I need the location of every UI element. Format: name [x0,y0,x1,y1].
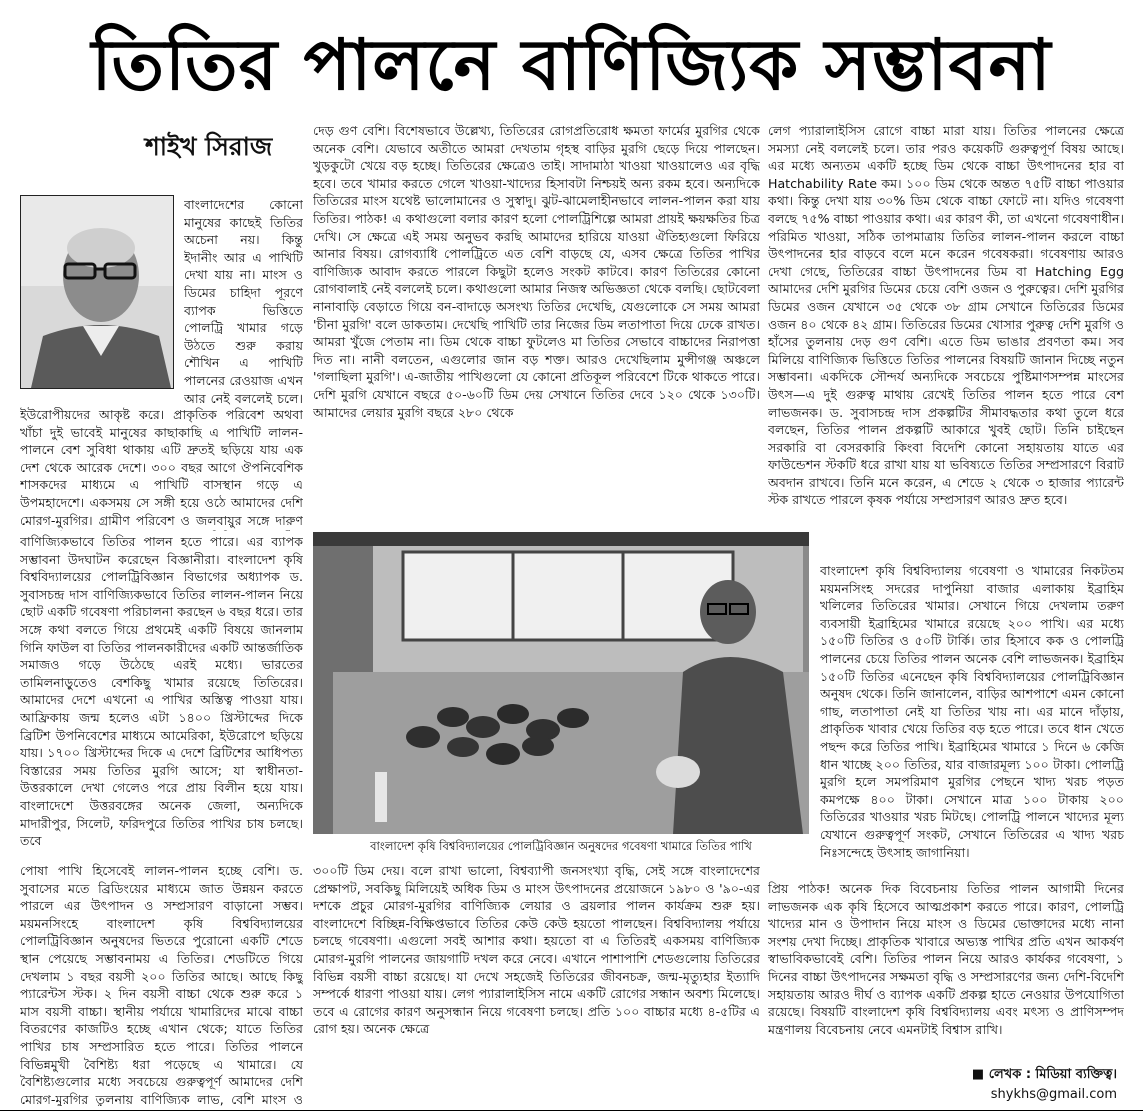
headline: তিতির পালনে বাণিজ্যিক সম্ভাবনা [91,24,1052,106]
article-text: পোষা পাখি হিসেবেই লালন-পালন হচ্ছে বেশি। ড. সুবাসের মতে ব্রিডিংয়ের মাধ্যমে জাত উন্নয়ন করতে পারলে এর উৎপাদন ও সম্প্রসারণ বাড়ানো সম্ভব। ময়মনসিংহে বাংলাদেশ কৃষি বিশ্ববিদ্যালয়ের পোলট্রিবিজ্ঞান অনুষদের ভিতরে পুরোনো একটি শেডে স্থান পেয়েছে সম্ভাবনাময় এ তিতির। শেডটিতে গিয়ে দেখলাম ১ বছর বয়সী ২০০ তিতির আছে। আছে কিছু প্যারেন্টস স্টক। ২ দিন বয়সী বাচ্চা থেকে শুরু করে ১ মাস বয়সী বাচ্চা। স্থানীয় পর্যায়ে খামারিদের মাঝে বাচ্চা বিতরণের কাজটিও হচ্ছে এখান থেকে; যাতে তিতির পাখির চাষ সম্প্রসারিত হতে পারে। তিতির পালনে বিভিন্নমুখী বৈশিষ্ট্য ধরা পড়েছে এ খামারে। যে বৈশিষ্ট্যগুলোর মধ্যে সবচেয়ে গুরুত্বপূর্ণ আমাদের দেশি মোরগ-মুরগির তুলনায় বাণিজ্যিক লাভ, বেশি মাংস ও [20,863,303,1106]
article-col1-wrap [184,196,303,406]
article-text: বাংলাদেশ কৃষি বিশ্ববিদ্যালয় গবেষণা ও খামারের নিকটতম ময়মনসিংহ সদরের দাপুনিয়া বাজার এলাকায় ইব্রাহিম খলিলের তিতিরের খামার। সেখানে গিয়ে দেখলাম তরুণ ব্যবসায়ী ইব্রাহিমের খামারে রয়েছে ২০০ পাখি। এর মধ্যে ১৫০টি তিতির ও ৫০টি টার্কি। তার হিসাবে কক ও পোলট্রি পালনের চেয়ে তিতির পালন অনেক বেশি লাভজনক। ইব্রাহিম ১৫০টি তিতির এনেছেন কৃষি বিশ্ববিদ্যালয়ের পোলট্রিবিজ্ঞান অনুষদ থেকে। তিনি জানালেন, বাড়ির আশপাশে এমন কোনো গাছ, লতাপাতা নেই যা তিতির খায় না। এর মানে দাঁড়ায়, প্রাকৃতিক খাবার খেয়ে তিতির বড় হতে পারে। তবে ধান খেতে পছন্দ করে তিতির পাখি। ইব্রাহিমের খামারে ১ দিনে ৬ কেজি ধান খাচ্ছে ২০০ তিতির, যার বাজারমূল্য ১০০ টাকা। পোলট্রি মুরগি হলে সমপরিমাণ মুরগির পেছনে খাদ্য খরচ পড়ত কমপক্ষে ৪০০ টাকা। সেখানে মাত্র ১০০ টাকায় ২০০ তিতিরের খাওয়ার খরচ মিটছে। পোলট্রি পালনে খাদ্যের মূল্য যেখানে গুরুত্বপূর্ণ সংকট, সেখানে তিতিরের এ খাদ্য খরচ নিঃসন্দেহে উৎসাহ জাগানিয়া। [820,563,1124,860]
article-text: প্রিয় পাঠক! অনেক দিক বিবেচনায় তিতির পালন আগামী দিনের লাভজনক এক কৃষি হিসেবে আত্মপ্রকাশ করতে পারে। কারণ, পোলট্রি খাদ্যের মান ও উপাদান নিয়ে মাংস ও ডিমের ভোক্তাদের মধ্যে নানা সংশয় দেখা দিচ্ছে। প্রাকৃতিক খাবারে অভ্যস্ত পাখির প্রতি এখন আকর্ষণ স্বাভাবিকভাবেই বেশি। তিতির পালন নিয়ে আরও কার্যকর গবেষণা, ১ দিনের বাচ্চা উৎপাদনের সক্ষমতা বৃদ্ধি ও সম্প্রসারণের জন্য দেশি-বিদেশি সহায়তায় আরও দীর্ঘ ও ব্যাপক একটি প্রকল্প হাতে নেওয়ার উপযোগিতা রয়েছে। বিষয়টি বাংলাদেশ কৃষি বিশ্ববিদ্যালয় এবং মৎস্য ও প্রাণিসম্পদ মন্ত্রণালয় বিবেচনায় নেবে এমনটাই বিশ্বাস রাখি। [768,881,1124,1037]
article-text: ইউরোপীয়দের আকৃষ্ট করে। প্রাকৃতিক পরিবেশ অথবা খাঁচা দুই ভাবেই মানুষের কাছাকাছি এ পাখিটি লালন-পালনে বেশ সুবিধা থাকায় এটি দ্রুতই ছড়িয়ে যায় এক দেশ থেকে আরেক দেশে। ৩০০ বছর আগে ঔপনিবেশিক শাসকদের মাধ্যমে এ পাখিটি বাসস্থান গড়ে এ উপমহাদেশে। একসময় সে সঙ্গী হয়ে ওঠে আমাদের দেশি মোরগ-মুরগির। গ্রামীণ পরিবেশ ও জলবায়ুর সঙ্গে দারুণ [20,407,303,528]
article-text: ৩০০টি ডিম দেয়। বলে রাখা ভালো, বিশ্বব্যাপী জনসংখ্যা বৃদ্ধি, সেই সঙ্গে বাংলাদেশের প্রেক্ষাপট, সবকিছু মিলিয়েই অধিক ডিম ও মাংস উৎপাদনের প্রয়োজনে ১৯৮০ ও '৯০-এর দশকে প্রচুর মোরগ-মুরগির বাণিজ্যিক লেয়ার ও ব্রয়লার পালন কার্যক্রম শুরু হয়। বাংলাদেশে বিচ্ছিন্ন-বিক্ষিপ্তভাবে তিতির কেউ কেউ হয়তো পালছেন। বিশ্ববিদ্যালয় পর্যায়ে চলছে গবেষণা। এগুলো সবই আশার কথা। হয়তো বা এ তিতিরই একসময় বাণিজ্যিক মোরগ-মুরগি পালনের জায়গাটি দখল করে নেবে। এখানে পাশাপাশি শেডগুলোয় তিতিরের বিভিন্ন বয়সী বাচ্চা রয়েছে। যা দেখে সহজেই তিতিরের জীবনচক্র, জন্ম-মৃত্যুহার ইত্যাদি সম্পর্কে ধারণা পাওয়া যায়। লেগ প্যারালাইসিস নামে একটি রোগের সন্ধান অবশ্য মিলেছে। তবে এ রোগের কারণ অনুসন্ধান নিয়ে গবেষণা চলছে। প্রতি ১০০ বাচ্চার মধ্যে ৪-৫টির এ রোগ হয়। অনেক ক্ষেত্রে [313,863,760,1037]
photo-caption: বাংলাদেশ কৃষি বিশ্ববিদ্যালয়ের পোলট্রিবিজ্ঞান অনুষদের গবেষণা খামারে তিতির পাখি [370,839,752,853]
farm-photo [313,532,809,834]
article-text: লেগ প্যারালাইসিস রোগে বাচ্চা মারা যায়। তিতির পালনের ক্ষেত্রে সমস্যা নেই বললেই চলে। তার পরও কয়েকটি গুরুত্বপূর্ণ বিষয় আছে। এর মধ্যে অন্যতম একটি হচ্ছে ডিম থেকে বাচ্চা উৎপাদনের হার বা Hatchability Rate কম। ১০০ ডিম থেকে অন্তত ৭৫টি বাচ্চা পাওয়ার কথা। কিন্তু দেখা যায় ৩০% ডিম থেকে বাচ্চা ফোটে না। যদিও গবেষণা বলছে ৭৫% বাচ্চা পাওয়ার কথা। এর কারণ কী, তা এখনো গবেষণাধীন। পরিমিত খাওয়া, সঠিক তাপমাত্রায় তিতির লালন-পালন করলে বাচ্চা উৎপাদনের হার বাড়বে বলে মনে করেন গবেষকরা। গবেষণায় আরও দেখা গেছে, তিতিরের বাচ্চা উৎপাদনের ডিম বা Hatching Egg আমাদের দেশি মুরগির ডিমের চেয়ে বেশি ওজন ও পুরুত্বের। দেশি মুরগির ডিমের ওজন যেখানে ৩৫ থেকে ৩৮ গ্রাম সেখানে তিতিরের ডিমের ওজন ৪০ থেকে ৪২ গ্রাম। তিতিরের ডিমের খোসার পুরুত্ব দেশি মুরগি ও হাঁসের তুলনায় দেড় গুণ বেশি। এতে ডিম ভাঙার প্রবণতা কম। সব মিলিয়ে বাণিজ্যিক ভিত্তিতে তিতির পালনের বিষয়টি জানান দিচ্ছে নতুন সম্ভাবনা। একদিকে সৌন্দর্য অন্যদিকে সবচেয়ে পুষ্টিমাণসম্পন্ন মাংসের উৎস—এ দুই গুরুত্ব মাথায় রেখেই তিতির পালন হতে পারে বেশ লাভজনক। ড. সুবাসচন্দ্র দাস প্রকল্পটির সীমাবদ্ধতার কথা তুলে ধরে বলছেন, তিতির পালন প্রকল্পটি আকারে খুবই ছোট। তিনি চাইছেন সরকারি বা বেসরকারি কিংবা বিদেশি কোনো সহায়তায় যাতে এর ফাউন্ডেশন স্টকটি ধরে রাখা যায় যা ভবিষ্যতে তিতির সম্প্রসারণে বিরাট অবদান রাখবে। তিনি মনে করেন, এ শেডে ২ থেকে ৩ হাজার প্যারেন্ট স্টক রাখতে পারলে কৃষক পর্যায়ে সম্প্রসারণ আরও দ্রুত হবে। [768,123,1124,508]
bottom-rule [0,1110,1143,1111]
article-col3-mid [820,562,1124,880]
article-col3 [768,122,1124,562]
article-col1-bottom [20,862,303,1106]
article-col1-lower [20,533,303,861]
author-email: shykhs@gmail.com [990,1087,1117,1102]
article-text: বাংলাদেশের কোনো মানুষের কাছেই তিতির অচেনা নয়। কিন্তু ইদানীং আর এ পাখিটি দেখা যায় না। মাংস ও ডিমের চাহিদা পূরণে ব্যাপক ভিত্তিতে পোলট্রি খামার গড়ে উঠতে শুরু করায় শৌখিন এ পাখিটি পালনের রেওয়াজ এখন আর নেই বললেই চলে। [184,197,303,406]
author-photo [20,195,174,389]
article-col2 [313,122,760,528]
article-col1 [20,406,303,531]
article-col3-end [768,880,1124,1060]
byline: শাইখ সিরাজ [145,132,273,161]
article-text: বাণিজ্যিকভাবে তিতির পালন হতে পারে। এর ব্যাপক সম্ভাবনা উদঘাটন করেছেন বিজ্ঞানীরা। বাংলাদেশ কৃষি বিশ্ববিদ্যালয়ের পোলট্রিবিজ্ঞান বিভাগের অধ্যাপক ড. সুবাসচন্দ্র দাস বাণিজ্যিকভাবে তিতির লালন-পালন নিয়ে ছোট একটি গবেষণা পরিচালনা করছেন ৬ বছর ধরে। তার সঙ্গে কথা বলতে গিয়ে প্রথমেই একটি বিষয়ে জানলাম গিনি ফাউল বা তিতির পালনকারীদের একটি আন্তর্জাতিক সমাজও গড়ে উঠেছে এরই মধ্যে। ভারতের তামিলনাড়ুতেও বেশকিছু খামার রয়েছে তিতিরের। আমাদের দেশে এখনো এ পাখির অস্তিত্ব পাওয়া যায়। আফ্রিকায় জন্ম হলেও এটা ১৪০০ খ্রিস্টাব্দের দিকে ব্রিটিশ উপনিবেশের মাধ্যমে আমেরিকা, ইউরোপে ছড়িয়ে যায়। ১৭০০ খ্রিস্টাব্দের দিকে এ দেশে ব্রিটিশের আধিপত্য বিস্তারের সময় তিতির মুরগি আসে; যা স্বাধীনতা-উত্তরকালে দেখা গেলেও পরে প্রায় বিলীন হয়ে যায়। বাংলাদেশে উত্তরবঙ্গের অনেক জেলা, অন্যদিকে মাদারীপুর, সিলেট, ফরিদপুরে তিতির পাখির চাষ চলছে। তবে [20,534,303,849]
author-note: ■ লেখক : মিডিয়া ব্যক্তিত্ব। [971,1067,1117,1082]
article-col2-bottom [313,862,760,1106]
article-text: দেড় গুণ বেশি। বিশেষভাবে উল্লেখ্য, তিতিরের রোগপ্রতিরোধ ক্ষমতা ফার্মের মুরগির থেকে অনেক বেশি। যেভাবে অতীতে আমরা দেখতাম গৃহস্থ বাড়ির মুরগি ছেড়ে দিয়ে পালছেন। খুড়কুটো খেয়ে বড় হচ্ছে। তিতিরের ক্ষেত্রেও তাই। সাদামাঠা খাওয়া খাওয়ালেও এর বৃদ্ধি হবে। তবে খামার করতে গেলে খাওয়া-খাদ্যের হিসাবটা নিশ্চয়ই অন্য রকম হবে। অন্যদিকে তিতিরের মাংস যথেষ্ট ভালোমানের ও সুস্বাদু। ঝুট-ঝামেলাহীনভাবে লালন-পালন করা যায় তিতির। পাঠক! এ কথাগুলো বলার কারণ হলো পোলট্রিশিল্পে আমরা প্রায়ই ক্ষয়ক্ষতির চিত্র দেখি। সে ক্ষেত্রে এই সময় অনুভব করছি আমাদের হারিয়ে যাওয়া ঐতিহ্যগুলো ফিরিয়ে আনার বিষয়। রোগব্যাধি পোলট্রিতে এত বেশি বাড়ছে যে, এসব ক্ষেত্রে তিতির পাখির বাণিজ্যিক আবাদ করতে পারলে কিছুটা হলেও সংকট কাটবে। কারণ তিতিরের কোনো রোগবালাই নেই বললেই চলে। কথাগুলো আমার নিজস্ব অভিজ্ঞতা থেকে বলছি। ছোটবেলা নানাবাড়ি বেড়াতে গিয়ে বন-বাদাড়ে অসংখ্য তিতির দেখেছি, যেগুলোকে সে সময় আমরা 'চীনা মুরগি' বলে ডাকতাম। দেখেছি পাখিটি তার নিজের ডিম লতাপাতা দিয়ে ঢেকে রাখত। আমরা খুঁজে পেতাম না। ডিম থেকে বাচ্চা ফুটলেও মা তিতির সেভাবে বাচ্চাদের নিরাপত্তা দিত না। নানী বলতেন, এগুলোর জান বড় শক্ত। আরও দেখেছিলাম মুন্সীগঞ্জ অঞ্চলে 'গলাছিলা মুরগি'। এ-জাতীয় পাখিগুলো যে কোনো প্রতিকূল পরিবেশে টিকে থাকতে পারে। দেশি মুরগি যেখানে বছরে ৫০-৬০টি ডিম দেয় সেখানে তিতির দেবে ১২০ থেকে ১৩০টি। আমাদের লেয়ার মুরগি বছরে ২৮০ থেকে [313,123,760,420]
